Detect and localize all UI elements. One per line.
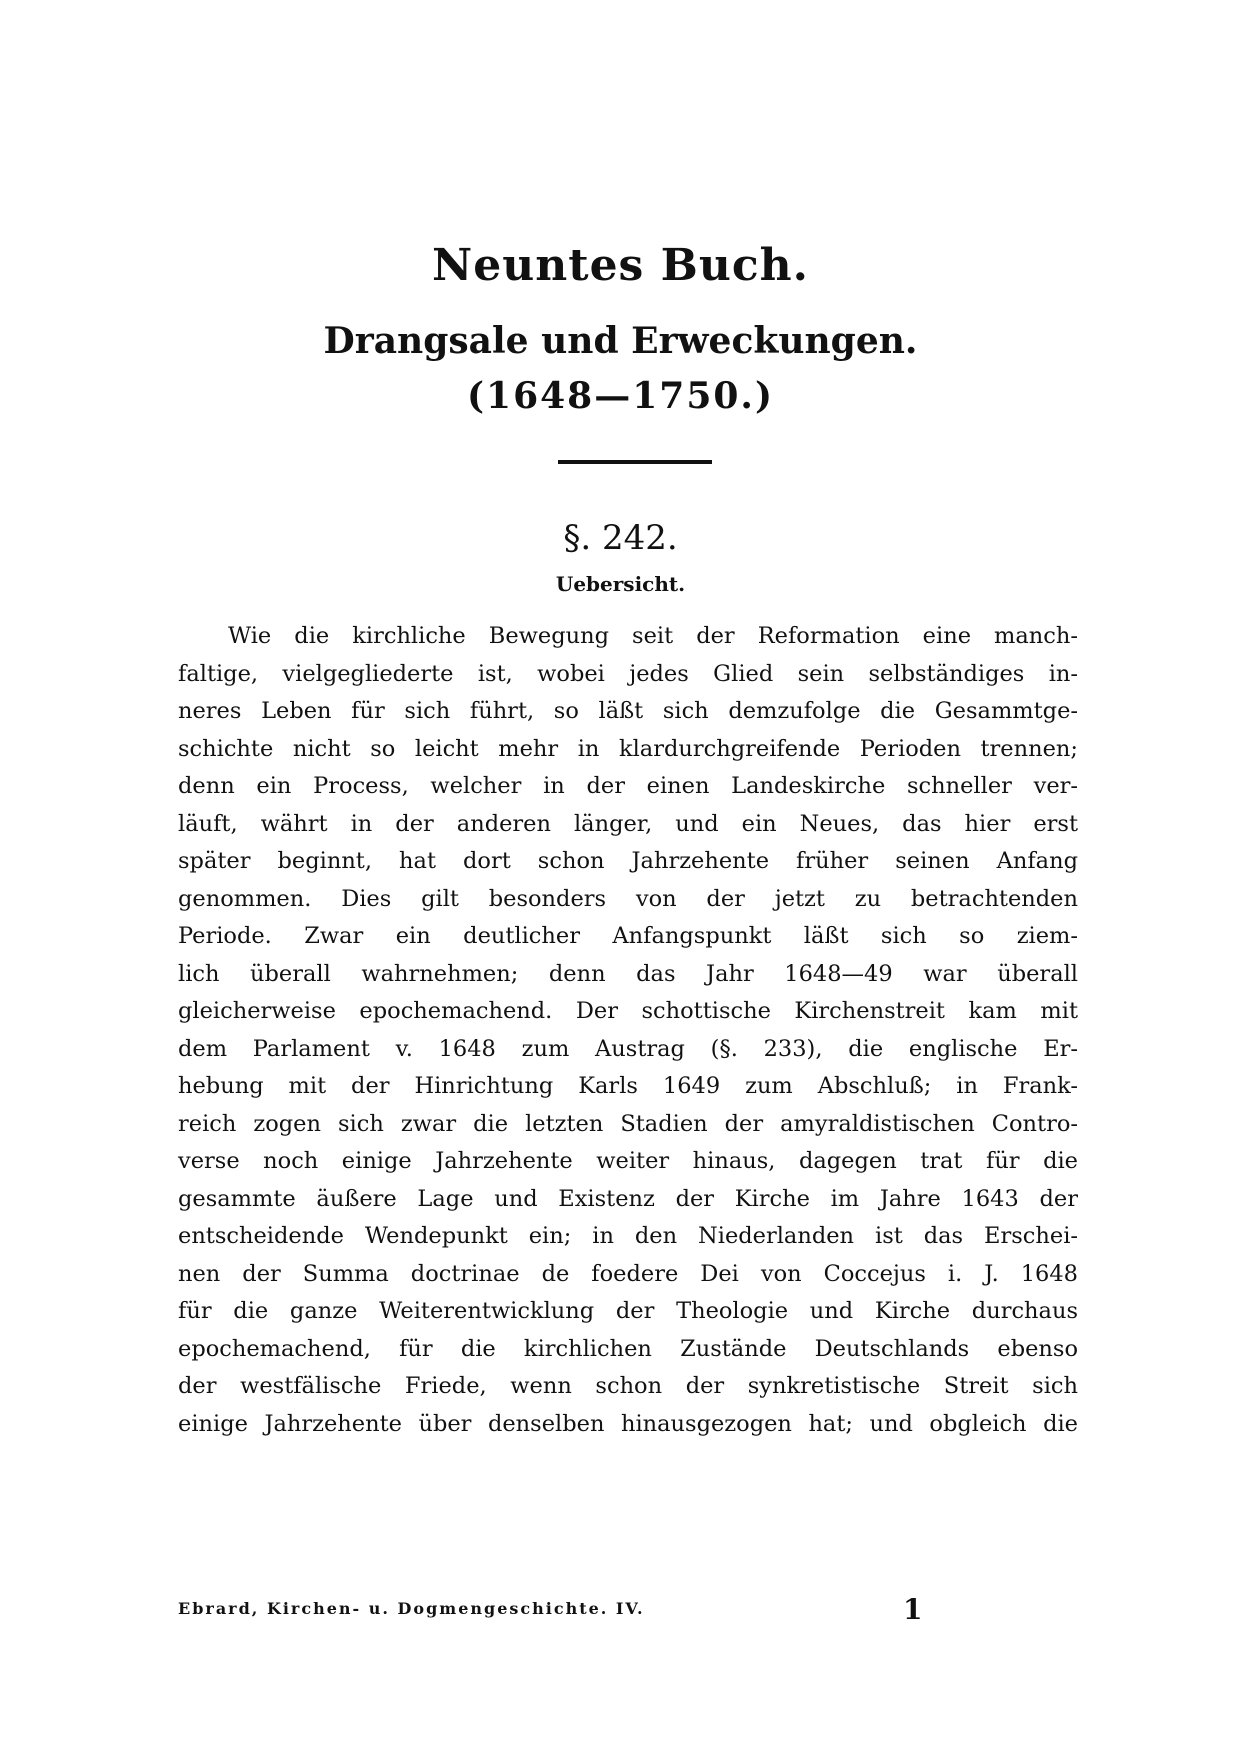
page-number: 1 — [903, 1593, 923, 1626]
body-text — [178, 618, 1078, 1443]
text-line: schichte nicht so leicht mehr in klardurchgreifende Perioden trennen; — [178, 735, 1078, 762]
book-title: Neuntes Buch. — [432, 240, 809, 291]
text-line: einige Jahrzehente über denselben hinausgezogen hat; und obgleich die — [178, 1410, 1078, 1437]
text-line: verse noch einige Jahrzehente weiter hinaus, dagegen trat für die — [178, 1148, 1078, 1174]
text-line: genommen. Dies gilt besonders von der jetzt zu betrachtenden — [178, 885, 1078, 912]
text-line: hebung mit der Hinrichtung Karls 1649 zum Abschluß; in Frank- — [178, 1073, 1078, 1099]
book-subtitle: Drangsale und Erweckungen. — [323, 320, 918, 362]
text-line: neres Leben für sich führt, so läßt sich demzufolge die Gesammtge- — [178, 698, 1078, 724]
text-line: reich zogen sich zwar die letzten Stadien der amyraldistischen Contro- — [178, 1110, 1078, 1137]
text-line: gleicherweise epochemachend. Der schottische Kirchenstreit kam mit — [178, 998, 1078, 1024]
page-footer — [178, 1593, 1078, 1629]
text-line: denn ein Process, welcher in der einen Landeskirche schneller ver- — [178, 773, 1078, 799]
section-heading: Uebersicht. — [555, 572, 686, 596]
text-line: später beginnt, hat dort schon Jahrzehente früher seinen Anfang — [178, 848, 1078, 874]
footer-signature: Ebrard, Kirchen- u. Dogmengeschichte. IV. — [178, 1599, 645, 1618]
text-line: Periode. Zwar ein deutlicher Anfangspunkt läßt sich so ziem- — [178, 923, 1078, 949]
text-line: Wie die kirchliche Bewegung seit der Reformation eine manch- — [228, 623, 1078, 649]
text-line: läuft, währt in der anderen länger, und ein Neues, das hier erst — [178, 810, 1078, 837]
text-line: für die ganze Weiterentwicklung der Theologie und Kirche durchaus — [178, 1298, 1078, 1324]
text-line: gesammte äußere Lage und Existenz der Kirche im Jahre 1643 der — [178, 1185, 1078, 1212]
text-line: faltige, vielgegliederte ist, wobei jedes Glied sein selbständiges in- — [178, 660, 1078, 687]
text-line: epochemachend, für die kirchlichen Zustände Deutschlands ebenso — [178, 1335, 1078, 1362]
title-divider — [558, 460, 712, 464]
text-line: der westfälische Friede, wenn schon der synkretistische Streit sich — [178, 1373, 1078, 1399]
text-line: nen der Summa doctrinae de foedere Dei von Coccejus i. J. 1648 — [178, 1260, 1078, 1287]
text-line: lich überall wahrnehmen; denn das Jahr 1648—49 war überall — [178, 960, 1078, 987]
section-number: §. 242. — [563, 518, 678, 558]
text-line: entscheidende Wendepunkt ein; in den Niederlanden ist das Erschei- — [178, 1223, 1078, 1249]
book-years: (1648—1750.) — [467, 375, 774, 417]
text-line: dem Parlament v. 1648 zum Austrag (§. 233), die englische Er- — [178, 1035, 1078, 1062]
